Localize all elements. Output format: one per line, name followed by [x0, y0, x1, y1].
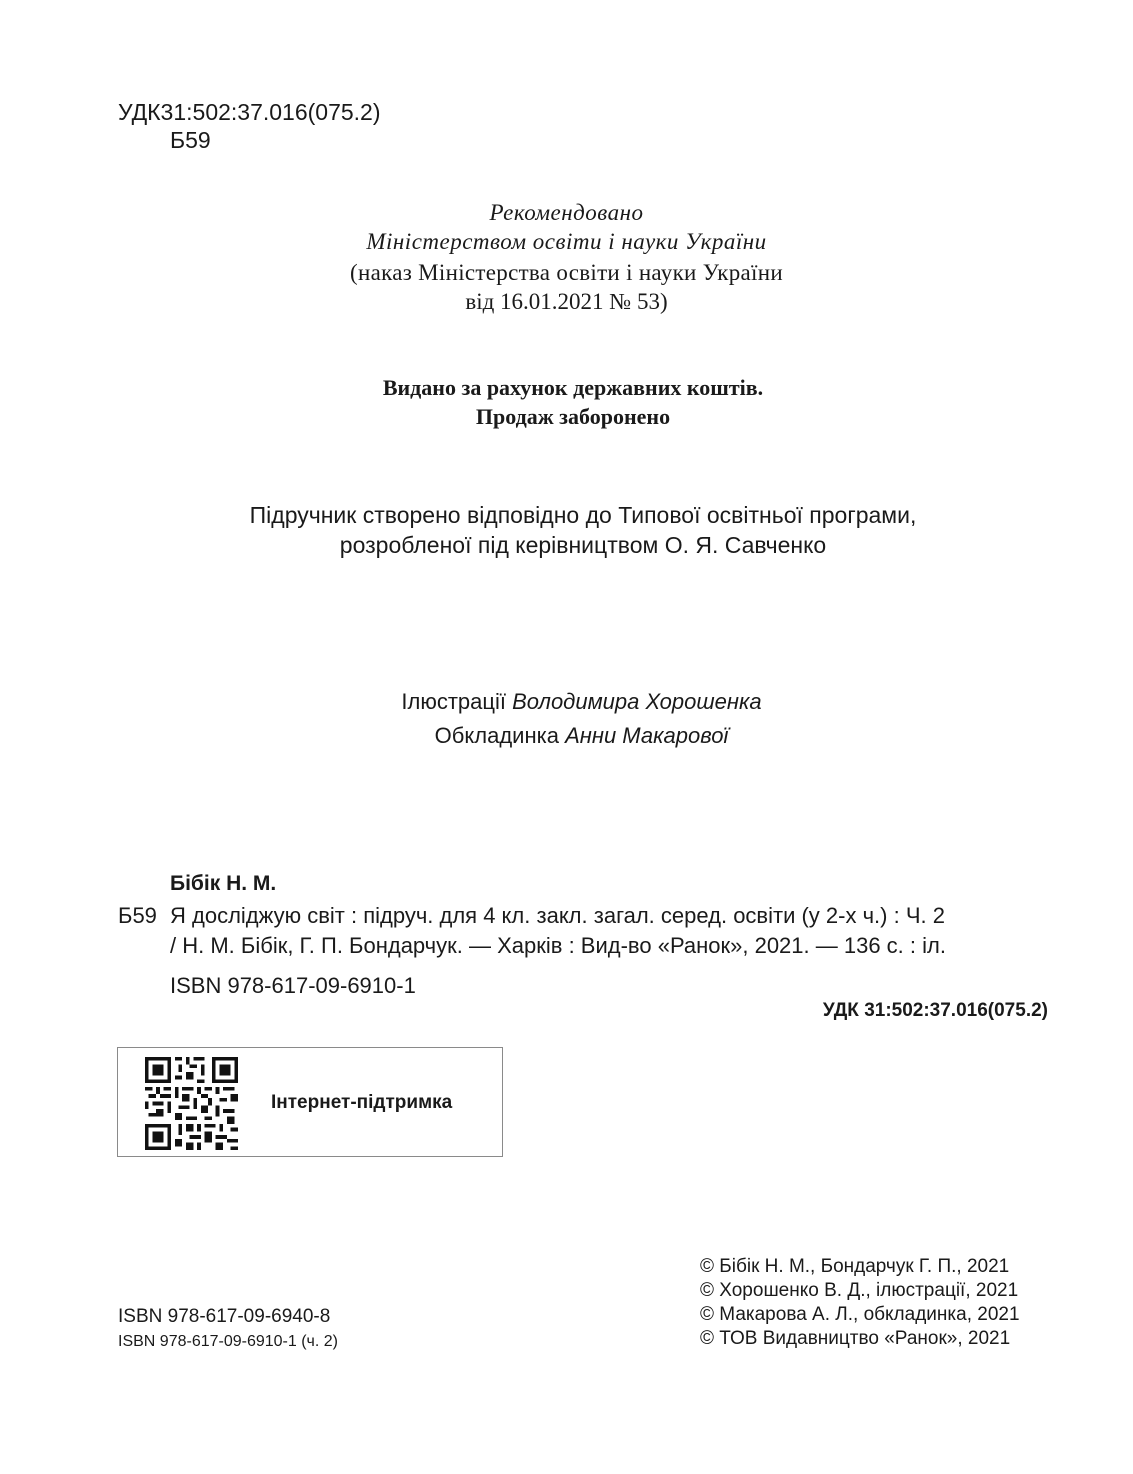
program-line-2: розробленої під керівництвом О. Я. Савченко: [339, 532, 827, 558]
bibliographic-isbn: ISBN 978-617-09-6910-1: [170, 973, 416, 998]
copyright-line: © Бібік Н. М., Бондарчук Г. П., 2021: [700, 1256, 1010, 1277]
book-code: Б59: [170, 127, 211, 153]
recommendation-line-1: Рекомендовано: [489, 200, 644, 225]
recommendation-order-line-1: (наказ Міністерства освіти і науки України: [350, 260, 783, 285]
internet-support-box: [117, 1047, 503, 1157]
illustrations-credit: [0, 685, 1133, 719]
state-funded-line-1: Видано за рахунок державних коштів.: [382, 375, 764, 400]
cover-label: Обкладинка: [434, 723, 559, 748]
copyright-line: © ТОВ Видавництво «Ранок», 2021: [700, 1328, 1011, 1349]
bibliographic-description: [170, 901, 1060, 961]
state-funded-notice: [0, 373, 1133, 431]
bibliographic-code: Б59: [118, 903, 157, 928]
program-line-1: Підручник створено відповідно до Типової освітньої програми,: [249, 502, 917, 528]
cover-credit: [0, 719, 1133, 753]
recommendation-block: [0, 198, 1133, 316]
cover-artist-name: Анни Макарової: [565, 723, 729, 748]
author-heading: Бібік Н. М.: [170, 872, 277, 895]
credits-block: [0, 685, 1133, 753]
state-funded-line-2: Продаж заборонено: [475, 404, 671, 429]
illustrations-label: Ілюстрації: [401, 689, 506, 714]
program-note: [0, 500, 1133, 560]
recommendation-order-line-2: від 16.01.2021 № 53): [465, 289, 668, 314]
bibliographic-line-1: Я досліджую світ : підруч. для 4 кл. закл. загал. серед. освіти (у 2-х ч.) : Ч. 2: [170, 903, 945, 928]
isbn-set: ISBN 978-617-09-6940-8: [118, 1306, 331, 1327]
internet-support-label: Інтернет-підтримка: [271, 1092, 453, 1113]
illustrator-name: Володимира Хорошенка: [512, 689, 762, 714]
bibliographic-udk: УДК 31:502:37.016(075.2): [822, 1000, 1048, 1021]
bibliographic-line-2: / Н. М. Бібік, Г. П. Бондарчук. — Харків : Вид-во «Ранок», 2021. — 136 с. : іл.: [170, 933, 946, 958]
copyright-line: © Хорошенко В. Д., ілюстрації, 2021: [700, 1280, 1019, 1301]
udk-header: УДК31:502:37.016(075.2): [118, 99, 381, 125]
copyright-line: © Макарова А. Л., обкладинка, 2021: [700, 1304, 1020, 1325]
isbn-part-2: ISBN 978-617-09-6910-1 (ч. 2): [118, 1333, 339, 1350]
copyright-block: [700, 1255, 1020, 1351]
qr-code-icon[interactable]: [143, 1057, 240, 1150]
recommendation-line-2: Міністерством освіти і науки України: [366, 229, 767, 254]
